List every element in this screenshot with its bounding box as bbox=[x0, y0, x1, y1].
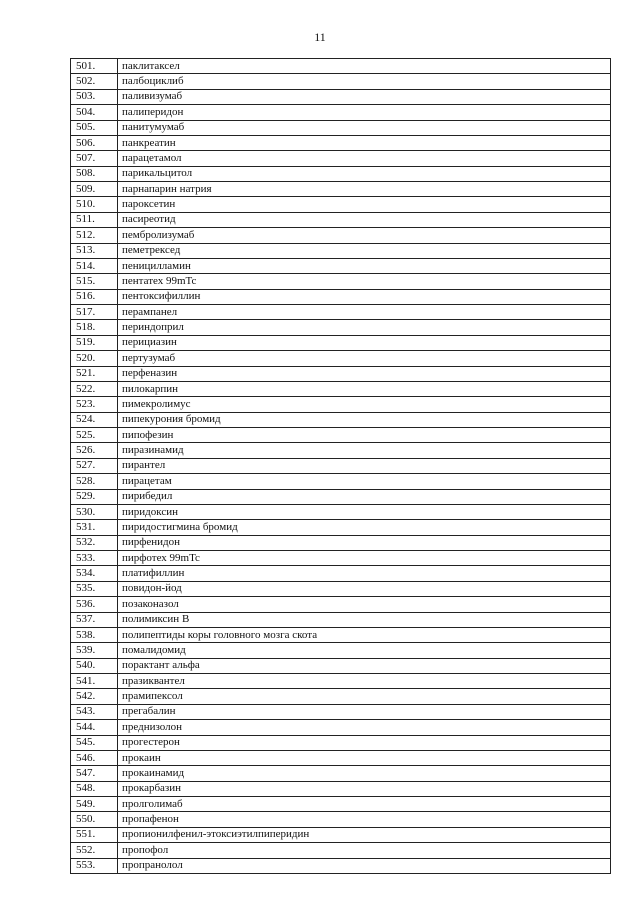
row-number: 535. bbox=[71, 581, 118, 596]
row-number: 543. bbox=[71, 704, 118, 719]
drug-name: прокаинамид bbox=[118, 766, 611, 781]
row-number: 532. bbox=[71, 535, 118, 550]
drug-name: пембролизумаб bbox=[118, 228, 611, 243]
table-row bbox=[71, 843, 611, 858]
drug-list-body bbox=[71, 59, 611, 874]
row-number: 546. bbox=[71, 750, 118, 765]
table-row bbox=[71, 535, 611, 550]
row-number: 528. bbox=[71, 474, 118, 489]
drug-name: пирфотех 99mTc bbox=[118, 551, 611, 566]
table-row bbox=[71, 412, 611, 427]
drug-name: пипофезин bbox=[118, 428, 611, 443]
row-number: 544. bbox=[71, 720, 118, 735]
table-row bbox=[71, 858, 611, 873]
drug-name: пертузумаб bbox=[118, 351, 611, 366]
table-row bbox=[71, 74, 611, 89]
table-row bbox=[71, 474, 611, 489]
table-row bbox=[71, 182, 611, 197]
table-row bbox=[71, 289, 611, 304]
table-row bbox=[71, 443, 611, 458]
table-row bbox=[71, 674, 611, 689]
row-number: 522. bbox=[71, 381, 118, 396]
drug-name: перициазин bbox=[118, 335, 611, 350]
row-number: 534. bbox=[71, 566, 118, 581]
row-number: 523. bbox=[71, 397, 118, 412]
row-number: 501. bbox=[71, 59, 118, 74]
drug-name: перампанел bbox=[118, 305, 611, 320]
table-row bbox=[71, 366, 611, 381]
table-row bbox=[71, 428, 611, 443]
row-number: 529. bbox=[71, 489, 118, 504]
table-row bbox=[71, 258, 611, 273]
table-row bbox=[71, 658, 611, 673]
row-number: 515. bbox=[71, 274, 118, 289]
drug-name: палбоциклиб bbox=[118, 74, 611, 89]
table-row bbox=[71, 305, 611, 320]
table-row bbox=[71, 228, 611, 243]
drug-name: парнапарин натрия bbox=[118, 182, 611, 197]
drug-name: панкреатин bbox=[118, 135, 611, 150]
drug-name: пропионилфенил-этоксиэтилпиперидин bbox=[118, 827, 611, 842]
drug-list-table bbox=[70, 58, 611, 874]
row-number: 519. bbox=[71, 335, 118, 350]
table-row bbox=[71, 89, 611, 104]
table-row bbox=[71, 689, 611, 704]
table-row bbox=[71, 750, 611, 765]
row-number: 510. bbox=[71, 197, 118, 212]
drug-name: прокарбазин bbox=[118, 781, 611, 796]
table-row bbox=[71, 827, 611, 842]
row-number: 536. bbox=[71, 597, 118, 612]
row-number: 533. bbox=[71, 551, 118, 566]
table-row bbox=[71, 735, 611, 750]
drug-name: повидон-йод bbox=[118, 581, 611, 596]
table-row bbox=[71, 351, 611, 366]
table-row bbox=[71, 320, 611, 335]
drug-name: полипептиды коры головного мозга скота bbox=[118, 627, 611, 642]
row-number: 521. bbox=[71, 366, 118, 381]
drug-name: пирантел bbox=[118, 458, 611, 473]
drug-name: прогестерон bbox=[118, 735, 611, 750]
drug-name: пирацетам bbox=[118, 474, 611, 489]
table-row bbox=[71, 166, 611, 181]
row-number: 551. bbox=[71, 827, 118, 842]
table-row bbox=[71, 458, 611, 473]
row-number: 526. bbox=[71, 443, 118, 458]
drug-name: пропафенон bbox=[118, 812, 611, 827]
row-number: 537. bbox=[71, 612, 118, 627]
drug-name: празиквантел bbox=[118, 674, 611, 689]
drug-name: пиридоксин bbox=[118, 504, 611, 519]
table-row bbox=[71, 566, 611, 581]
row-number: 525. bbox=[71, 428, 118, 443]
row-number: 513. bbox=[71, 243, 118, 258]
table-row bbox=[71, 520, 611, 535]
row-number: 503. bbox=[71, 89, 118, 104]
drug-name: пасиреотид bbox=[118, 212, 611, 227]
table-row bbox=[71, 504, 611, 519]
table-row bbox=[71, 243, 611, 258]
row-number: 524. bbox=[71, 412, 118, 427]
drug-name: пропранолол bbox=[118, 858, 611, 873]
table-row bbox=[71, 612, 611, 627]
drug-name: прегабалин bbox=[118, 704, 611, 719]
table-row bbox=[71, 151, 611, 166]
row-number: 552. bbox=[71, 843, 118, 858]
row-number: 540. bbox=[71, 658, 118, 673]
row-number: 505. bbox=[71, 120, 118, 135]
table-row bbox=[71, 120, 611, 135]
drug-name: пирибедил bbox=[118, 489, 611, 504]
table-row bbox=[71, 812, 611, 827]
row-number: 550. bbox=[71, 812, 118, 827]
drug-name: пеницилламин bbox=[118, 258, 611, 273]
drug-name: паливизумаб bbox=[118, 89, 611, 104]
table-row bbox=[71, 381, 611, 396]
drug-name: прокаин bbox=[118, 750, 611, 765]
table-row bbox=[71, 781, 611, 796]
drug-name: платифиллин bbox=[118, 566, 611, 581]
row-number: 512. bbox=[71, 228, 118, 243]
row-number: 520. bbox=[71, 351, 118, 366]
row-number: 545. bbox=[71, 735, 118, 750]
row-number: 542. bbox=[71, 689, 118, 704]
row-number: 549. bbox=[71, 797, 118, 812]
table-row bbox=[71, 627, 611, 642]
table-row bbox=[71, 335, 611, 350]
table-row bbox=[71, 597, 611, 612]
row-number: 539. bbox=[71, 643, 118, 658]
row-number: 511. bbox=[71, 212, 118, 227]
drug-name: паклитаксел bbox=[118, 59, 611, 74]
drug-name: пимекролимус bbox=[118, 397, 611, 412]
row-number: 507. bbox=[71, 151, 118, 166]
table-row bbox=[71, 720, 611, 735]
drug-name: парацетамол bbox=[118, 151, 611, 166]
drug-name: пирфенидон bbox=[118, 535, 611, 550]
drug-name: помалидомид bbox=[118, 643, 611, 658]
drug-name: преднизолон bbox=[118, 720, 611, 735]
table-row bbox=[71, 704, 611, 719]
row-number: 547. bbox=[71, 766, 118, 781]
table-row bbox=[71, 197, 611, 212]
drug-name: пролголимаб bbox=[118, 797, 611, 812]
drug-name: пилокарпин bbox=[118, 381, 611, 396]
drug-name: пипекурония бромид bbox=[118, 412, 611, 427]
row-number: 548. bbox=[71, 781, 118, 796]
row-number: 517. bbox=[71, 305, 118, 320]
row-number: 508. bbox=[71, 166, 118, 181]
row-number: 530. bbox=[71, 504, 118, 519]
row-number: 502. bbox=[71, 74, 118, 89]
drug-name: пропофол bbox=[118, 843, 611, 858]
table-row bbox=[71, 581, 611, 596]
table-row bbox=[71, 274, 611, 289]
drug-name: панитумумаб bbox=[118, 120, 611, 135]
table-row bbox=[71, 212, 611, 227]
table-row bbox=[71, 551, 611, 566]
row-number: 514. bbox=[71, 258, 118, 273]
row-number: 506. bbox=[71, 135, 118, 150]
row-number: 518. bbox=[71, 320, 118, 335]
drug-name: прамипексол bbox=[118, 689, 611, 704]
drug-name: периндоприл bbox=[118, 320, 611, 335]
row-number: 553. bbox=[71, 858, 118, 873]
drug-name: палиперидон bbox=[118, 105, 611, 120]
drug-name: полимиксин В bbox=[118, 612, 611, 627]
table-row bbox=[71, 489, 611, 504]
table-row bbox=[71, 135, 611, 150]
table-row bbox=[71, 397, 611, 412]
row-number: 509. bbox=[71, 182, 118, 197]
row-number: 541. bbox=[71, 674, 118, 689]
drug-name: пиразинамид bbox=[118, 443, 611, 458]
drug-name: парикальцитол bbox=[118, 166, 611, 181]
row-number: 531. bbox=[71, 520, 118, 535]
row-number: 516. bbox=[71, 289, 118, 304]
drug-name: пеметрексед bbox=[118, 243, 611, 258]
drug-name: пароксетин bbox=[118, 197, 611, 212]
drug-name: перфеназин bbox=[118, 366, 611, 381]
table-row bbox=[71, 643, 611, 658]
drug-name: позаконазол bbox=[118, 597, 611, 612]
drug-name: пиридостигмина бромид bbox=[118, 520, 611, 535]
page-number: 11 bbox=[314, 30, 326, 44]
drug-name: пентоксифиллин bbox=[118, 289, 611, 304]
table-row bbox=[71, 766, 611, 781]
row-number: 538. bbox=[71, 627, 118, 642]
drug-name: порактант альфа bbox=[118, 658, 611, 673]
drug-name: пентатех 99mTc bbox=[118, 274, 611, 289]
table-row bbox=[71, 59, 611, 74]
table-row bbox=[71, 797, 611, 812]
table-row bbox=[71, 105, 611, 120]
row-number: 504. bbox=[71, 105, 118, 120]
row-number: 527. bbox=[71, 458, 118, 473]
